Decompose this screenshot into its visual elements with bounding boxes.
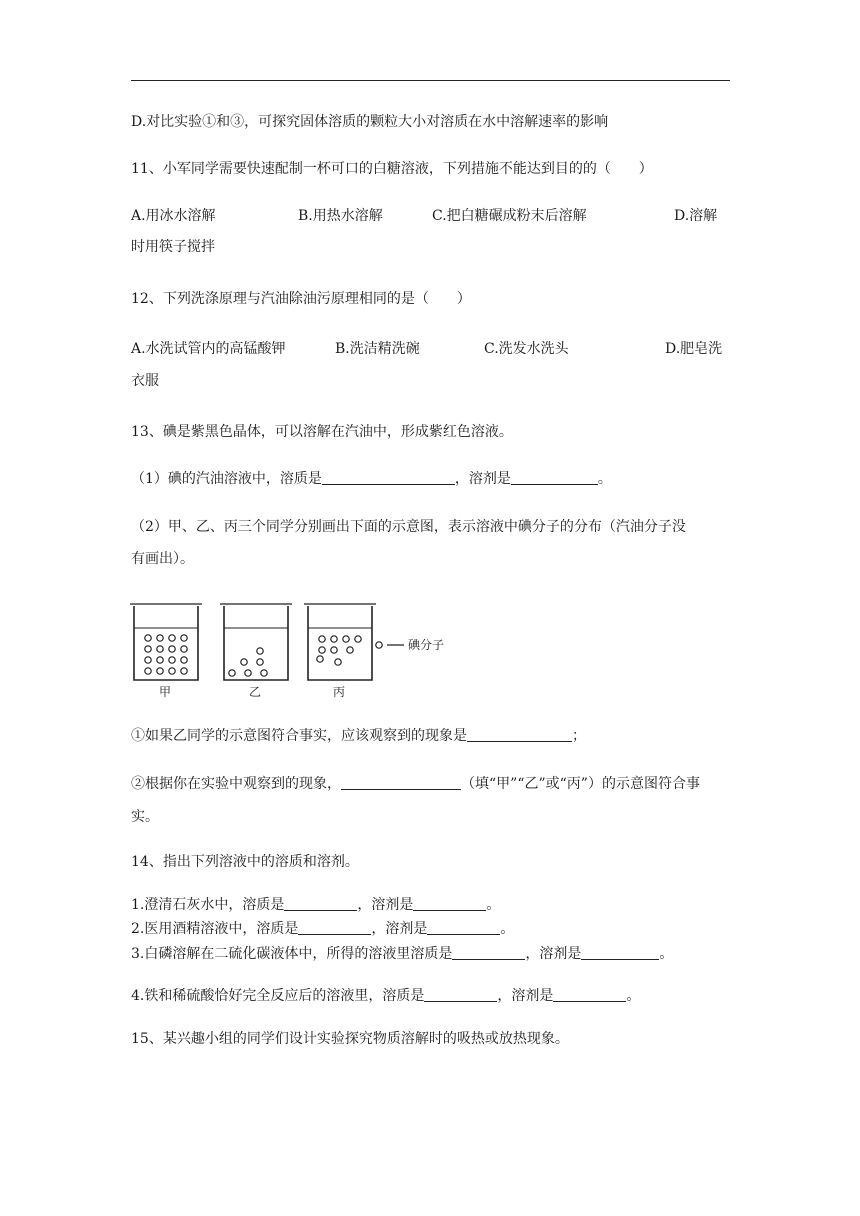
label-bing: 丙 [333, 685, 346, 699]
molecule-yi [245, 670, 251, 676]
molecule-bing [335, 659, 341, 665]
molecule-jia [181, 646, 187, 652]
q11-option-a: A.用冰水溶解 [131, 208, 216, 224]
q15-stem: 15、某兴趣小组的同学们设计实验探究物质溶解时的吸热或放热现象。 [131, 1031, 569, 1047]
q13-part2-line2: 有画出）。 [131, 551, 194, 567]
q11-option-d: D.溶解 [674, 208, 718, 224]
q11-stem: 11、小军同学需要快速配制一杯可口的白糖溶液，下列措施不能达到目的的（ ） [131, 161, 653, 177]
q13-sub2-line1 [131, 775, 700, 793]
q14-item-2-text-b: ，溶剂是 [371, 921, 428, 937]
q14-item-4-solvent-blank[interactable] [553, 987, 626, 1002]
q10-option-d: D.对比实验①和③，可探究固体溶质的颗粒大小对溶质在水中溶解速率的影响 [131, 114, 609, 130]
molecule-bing [331, 636, 337, 642]
molecule-yi [257, 659, 263, 665]
q12-stem: 12、下列洗涤原理与汽油除油污原理相同的是（ ） [131, 291, 471, 307]
q14-item-3 [131, 945, 673, 963]
molecule-jia [157, 635, 163, 641]
q14-item-1-text-b: ，溶剂是 [357, 897, 414, 913]
molecule-yi [261, 670, 267, 676]
molecule-jia [145, 668, 151, 674]
q14-item-3-text-a: 3.白磷溶解在二硫化碳液体中，所得的溶液里溶质是 [131, 946, 453, 962]
molecule-jia [145, 635, 151, 641]
q14-item-2 [131, 920, 514, 938]
molecule-jia [145, 646, 151, 652]
q14-item-2-text-c: 。 [500, 921, 515, 937]
beaker-jia [134, 606, 198, 680]
q12-option-c: C.洗发水洗头 [484, 341, 569, 357]
q14-item-1-solvent-blank[interactable] [413, 896, 486, 911]
q14-item-1-solute-blank[interactable] [284, 896, 357, 911]
phenomenon-blank[interactable] [467, 727, 572, 742]
q14-item-1 [131, 896, 500, 914]
q13-part1 [131, 470, 612, 488]
q12-option-d: D.肥皂洗 [665, 341, 723, 357]
q14-item-3-text-b: ，溶剂是 [525, 946, 582, 962]
q14-item-2-solute-blank[interactable] [298, 920, 371, 935]
molecule-jia [157, 646, 163, 652]
label-yi: 乙 [249, 685, 262, 699]
molecule-bing [343, 636, 349, 642]
beaker-yi [224, 606, 288, 680]
molecule-bing [317, 656, 323, 662]
q13-part1-text-b: ，溶剂是 [454, 471, 511, 487]
q12-option-b: B.洗洁精洗碗 [335, 341, 420, 357]
q14-item-1-text-a: 1.澄清石灰水中，溶质是 [131, 897, 285, 913]
q14-item-3-solute-blank[interactable] [452, 945, 525, 960]
q13-sub2-text-b: （填“甲”“乙”或“丙”）的示意图符合事 [461, 776, 700, 792]
molecule-yi [257, 648, 263, 654]
molecule-jia [181, 657, 187, 663]
q14-item-1-text-c: 。 [486, 897, 501, 913]
q14-item-2-solvent-blank[interactable] [427, 920, 500, 935]
diagram-choice-blank[interactable] [341, 775, 461, 790]
molecule-jia [181, 635, 187, 641]
molecule-jia [157, 657, 163, 663]
q13-sub1 [131, 727, 586, 745]
molecule-jia [169, 668, 175, 674]
q13-sub2-text-a: ②根据你在实验中观察到的现象， [131, 776, 341, 792]
header-rule [131, 80, 730, 81]
molecule-bing [319, 647, 325, 653]
q14-item-2-text-a: 2.医用酒精溶液中，溶质是 [131, 921, 299, 937]
q12-option-a: A.水洗试管内的高锰酸钾 [131, 341, 286, 357]
molecule-bing [355, 636, 361, 642]
q11-option-c: C.把白糖碾成粉末后溶解 [432, 208, 587, 224]
legend-molecule-icon [376, 642, 382, 648]
q13-part1-text-c: 。 [597, 471, 612, 487]
molecule-bing [319, 636, 325, 642]
q14-item-4-solute-blank[interactable] [424, 987, 497, 1002]
q14-stem: 14、指出下列溶液中的溶质和溶剂。 [131, 854, 359, 870]
q13-sub1-text-b: ； [572, 728, 586, 744]
solvent-blank[interactable] [511, 470, 598, 485]
q14-item-4-text-a: 4.铁和稀硫酸恰好完全反应后的溶液里，溶质是 [131, 988, 425, 1004]
q13-part2-line1: （2）甲、乙、丙三个同学分别画出下面的示意图，表示溶液中碘分子的分布（汽油分子没 [131, 519, 686, 535]
q11-option-b: B.用热水溶解 [298, 208, 383, 224]
q13-part1-text-a: （1）碘的汽油溶液中，溶质是 [131, 471, 322, 487]
molecule-bing [347, 647, 353, 653]
molecule-yi [241, 659, 247, 665]
molecule-jia [157, 668, 163, 674]
beaker-bing [308, 606, 372, 680]
molecule-yi [229, 670, 235, 676]
molecule-jia [169, 635, 175, 641]
q12-option-d-continued: 衣服 [131, 373, 159, 389]
molecule-jia [169, 657, 175, 663]
molecule-jia [181, 668, 187, 674]
q14-item-3-solvent-blank[interactable] [581, 945, 659, 960]
molecule-jia [145, 657, 151, 663]
q11-option-d-continued: 时用筷子搅拌 [131, 239, 215, 255]
label-jia: 甲 [159, 685, 172, 699]
q13-sub2-line2: 实。 [131, 809, 159, 825]
molecule-jia [169, 646, 175, 652]
molecule-bing [331, 647, 337, 653]
legend-label: 碘分子 [408, 638, 445, 652]
q14-item-4-text-c: 。 [626, 988, 641, 1004]
q13-stem: 13、碘是紫黑色晶体，可以溶解在汽油中，形成紫红色溶液。 [131, 424, 513, 440]
q14-item-3-text-c: 。 [659, 946, 674, 962]
solute-blank[interactable] [322, 470, 455, 485]
q14-item-4 [131, 987, 640, 1005]
q13-sub1-text-a: ①如果乙同学的示意图符合事实，应该观察到的现象是 [131, 728, 467, 744]
q14-item-4-text-b: ，溶剂是 [497, 988, 554, 1004]
beaker-figure [128, 598, 458, 708]
